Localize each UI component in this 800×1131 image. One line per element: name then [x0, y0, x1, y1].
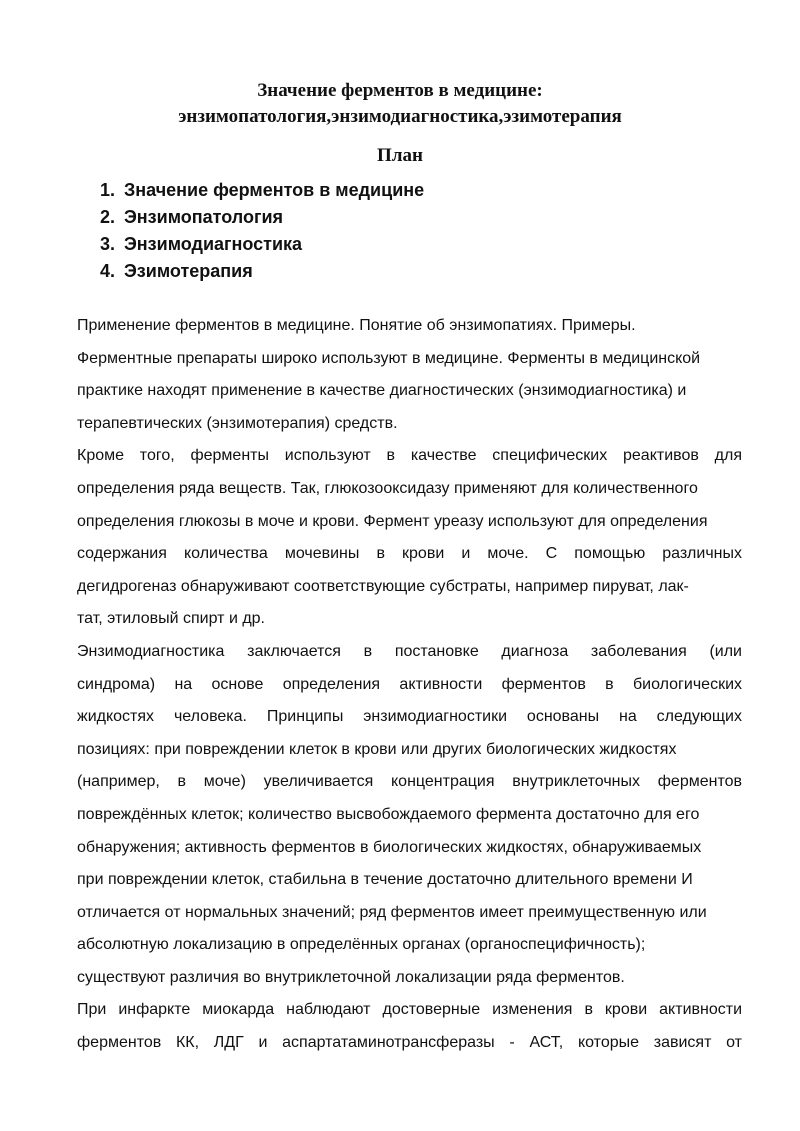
- body-line: абсолютную локализацию в определённых органах (органоспецифичность);: [77, 936, 646, 954]
- body-line: существуют различия во внутриклеточной локализации ряда ферментов.: [77, 968, 625, 986]
- plan-item: [100, 177, 424, 204]
- body-line: дегидрогеназ обнаруживают соответствующие субстраты, например пируват, лак-: [77, 577, 689, 595]
- body-line: Кроме того, ферменты используют в качестве специфических реактивов для: [77, 447, 742, 465]
- body-line: повреждённых клеток; количество высвобождаемого фермента достаточно для его: [77, 805, 700, 823]
- plan-heading: План: [377, 145, 423, 166]
- plan-item-label: Эзимотерапия: [124, 261, 253, 281]
- plan-item-label: Значение ферментов в медицине: [124, 180, 425, 200]
- plan-item-number: 3.: [100, 234, 116, 254]
- plan-item-label: Энзимопатология: [124, 207, 284, 227]
- body-line: практике находят применение в качестве диагностических (энзимодиагностика) и: [77, 382, 687, 400]
- plan-item: [100, 231, 424, 258]
- body-line: жидкостях человека. Принципы энзимодиагностики основаны на следующих: [77, 708, 742, 726]
- plan-item: [100, 204, 424, 231]
- body-line: отличается от нормальных значений; ряд ферментов имеет преимущественную или: [77, 903, 707, 921]
- body-line: определения глюкозы в моче и крови. Фермент уреазу используют для определения: [77, 512, 708, 530]
- body-line: При инфаркте миокарда наблюдают достоверные изменения в крови активности: [77, 1001, 742, 1019]
- plan-item: [100, 258, 424, 285]
- body-line: при повреждении клеток, стабильна в течение достаточно длительного времени И: [77, 871, 693, 889]
- body-line: определения ряда веществ. Так, глюкозооксидазу применяют для количественного: [77, 479, 698, 497]
- body-line: содержания количества мочевины в крови и моче. С помощью различных: [77, 545, 742, 563]
- body-line: тат, этиловый спирт и др.: [77, 610, 265, 628]
- plan-item-number: 2.: [100, 207, 116, 227]
- body-line: (например, в моче) увеличивается концентрация внутриклеточных ферментов: [77, 773, 742, 791]
- body-line: Применение ферментов в медицине. Понятие об энзимопатиях. Примеры.: [77, 317, 636, 334]
- plan-item-number: 4.: [100, 261, 116, 281]
- body-line: ферментов КК, ЛДГ и аспартатаминотрансферазы - АСТ, которые зависят от: [77, 1034, 742, 1052]
- plan-item-label: Энзимодиагностика: [124, 234, 303, 254]
- document-title-line-2: энзимопатология,энзимодиагностика,эзимотерапия: [178, 106, 622, 127]
- body-line: Ферментные препараты широко используют в медицине. Ферменты в медицинской: [77, 349, 701, 367]
- plan-item-number: 1.: [100, 180, 116, 200]
- body-text: [77, 310, 742, 1060]
- body-line: позициях: при повреждении клеток в крови или других биологических жидкостях: [77, 740, 677, 758]
- body-line: синдрома) на основе определения активности ферментов в биологических: [77, 675, 742, 693]
- body-line: терапевтических (энзимотерапия) средств.: [77, 414, 398, 432]
- document-title-line-1: Значение ферментов в медицине:: [257, 80, 543, 101]
- body-line: Энзимодиагностика заключается в постановке диагноза заболевания (или: [77, 642, 742, 660]
- body-line: обнаружения; активность ферментов в биологических жидкостях, обнаруживаемых: [77, 838, 702, 856]
- plan-list: [100, 177, 424, 285]
